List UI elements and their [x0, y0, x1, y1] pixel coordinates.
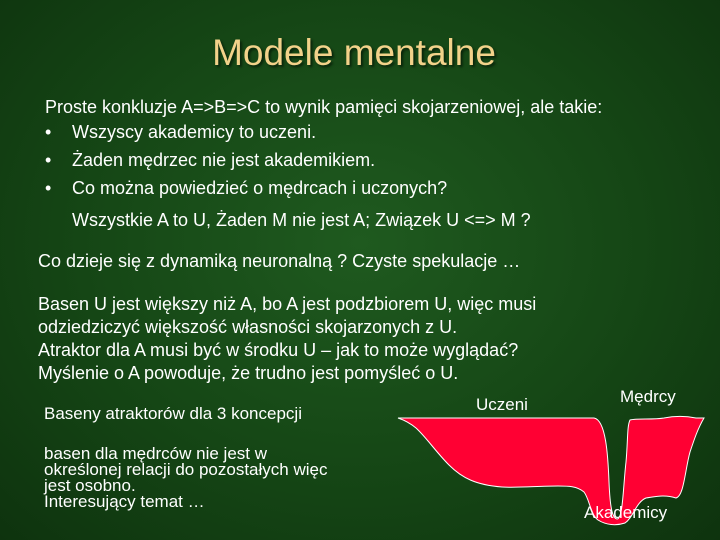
- paragraph-line: odziedziczyć większość własności skojarzonych z U.: [38, 317, 458, 337]
- note-text: [44, 446, 327, 510]
- summary-text: Wszystkie A to U, Żaden M nie jest A; Związek U <=> M ?: [72, 210, 531, 230]
- bullet-item: Wszyscy akademicy to uczeni.: [72, 122, 317, 142]
- bullet-dot: •: [45, 150, 52, 170]
- intro-text: Proste konkluzje A=>B=>C to wynik pamięci skojarzeniowej, ale takie:: [45, 97, 603, 117]
- bullet-item: Żaden mędrzec nie jest akademikiem.: [72, 150, 376, 170]
- note-line: określonej relacji do pozostałych więc: [44, 460, 328, 479]
- question-text: Co dzieje się z dynamiką neuronalną ? Czyste spekulacje …: [38, 251, 521, 271]
- paragraph-line: Atraktor dla A musi być w środku U – jak to może wyglądać?: [38, 340, 519, 360]
- paragraph-line: Myślenie o A powoduje, że trudno jest pomyśleć o U.: [38, 363, 459, 383]
- note-line: Interesujący temat …: [44, 492, 205, 511]
- label-uczeni: Uczeni: [476, 395, 528, 414]
- label-medrcy: Mędrcy: [620, 387, 676, 406]
- note-line: basen dla mędrców nie jest w: [44, 444, 268, 463]
- bullet-item: Co można powiedzieć o mędrcach i uczonych?: [72, 178, 448, 198]
- basins-label: Baseny atraktorów dla 3 koncepcji: [44, 404, 302, 423]
- bullet-dot: •: [45, 178, 52, 198]
- slide-title: Modele mentalne: [212, 32, 496, 73]
- bullet-dot: •: [45, 122, 52, 142]
- label-akademicy: Akademicy: [584, 503, 668, 522]
- note-line: jest osobno.: [44, 476, 136, 495]
- paragraph-line: Basen U jest większy niż A, bo A jest podzbiorem U, więc musi: [38, 294, 537, 314]
